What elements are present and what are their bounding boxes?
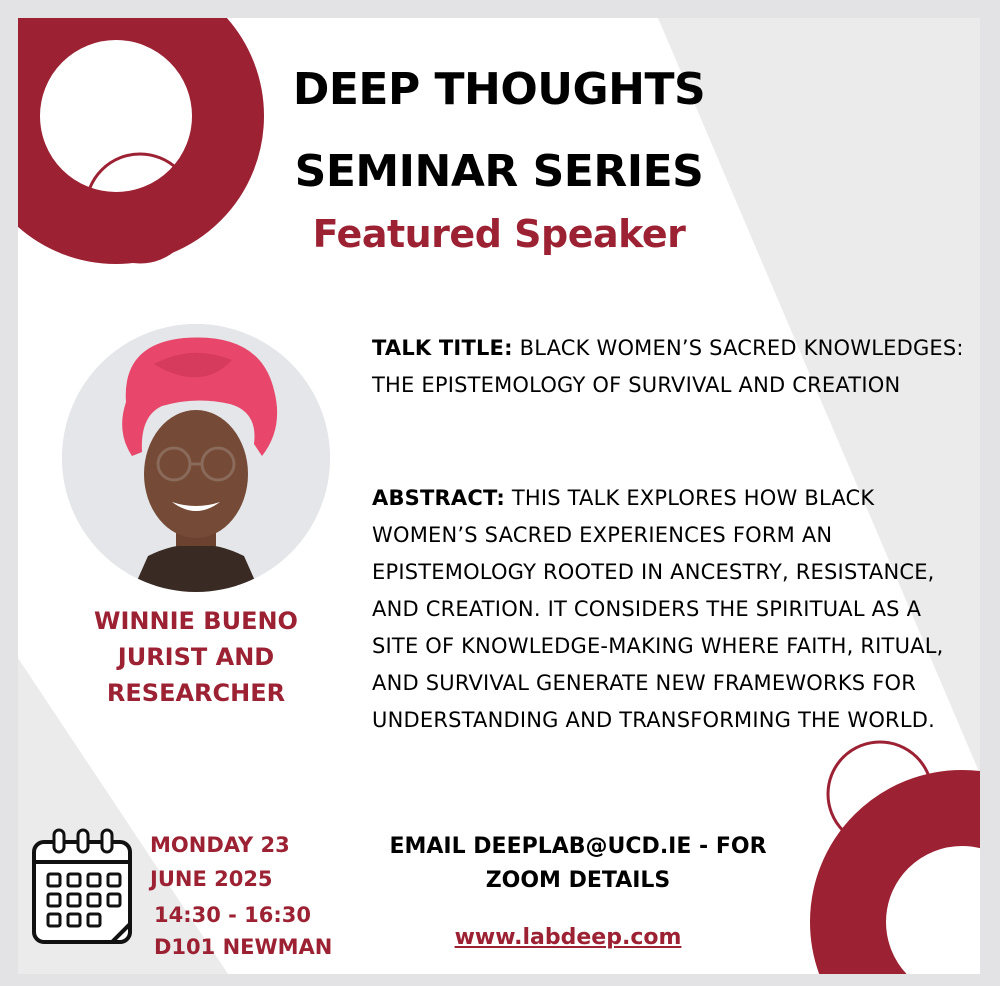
event-time: 14:30 - 16:30	[154, 903, 312, 927]
speaker-role-line-2: RESEARCHER	[106, 679, 286, 707]
abstract-block	[372, 480, 972, 739]
bottom-right-red-ring	[848, 808, 980, 974]
speaker-name: WINNIE BUENO	[94, 607, 298, 635]
calendar-icon	[28, 826, 138, 952]
speaker-photo	[62, 324, 330, 592]
email-line-2: ZOOM DETAILS	[485, 868, 671, 893]
abstract-label: ABSTRACT:	[372, 486, 505, 510]
featured-speaker-heading: Featured Speaker	[312, 212, 686, 256]
talk-title-block	[372, 330, 972, 404]
speaker-role-line-1: JURIST AND	[117, 643, 275, 671]
talk-title-label: TALK TITLE:	[372, 336, 513, 360]
website-link[interactable]: www.labdeep.com	[454, 925, 682, 950]
talk-title-text: BLACK WOMEN’S SACRED KNOWLEDGES: THE EPISTEMOLOGY OF SURVIVAL AND CREATION	[372, 336, 964, 397]
event-date-line-1: MONDAY 23	[150, 833, 290, 857]
title-line-2: SEMINAR SERIES	[294, 146, 704, 197]
email-contact	[358, 830, 798, 898]
email-line-1: EMAIL DEEPLAB@UCD.IE - FOR	[389, 834, 767, 859]
event-location: D101 NEWMAN	[154, 935, 333, 959]
title-line-1: DEEP THOUGHTS	[292, 64, 706, 115]
speaker-portrait-illustration	[62, 324, 330, 592]
event-date-line-2: JUNE 2025	[150, 867, 273, 891]
abstract-text: THIS TALK EXPLORES HOW BLACK WOMEN’S SACRED EXPERIENCES FORM AN EPISTEMOLOGY ROOTED IN ANCESTRY, RESISTANCE, AND CREATION. IT CONSIDERS THE SPIRITUAL AS A SITE OF KNOWLEDGE-MAKING WHERE FAITH, RITUAL, AND SURVIVAL GENERATE NEW FRAMEWORKS FOR UNDERSTANDING AND TRANSFORMING THE WORLD.	[372, 486, 944, 732]
seminar-poster	[18, 18, 980, 974]
